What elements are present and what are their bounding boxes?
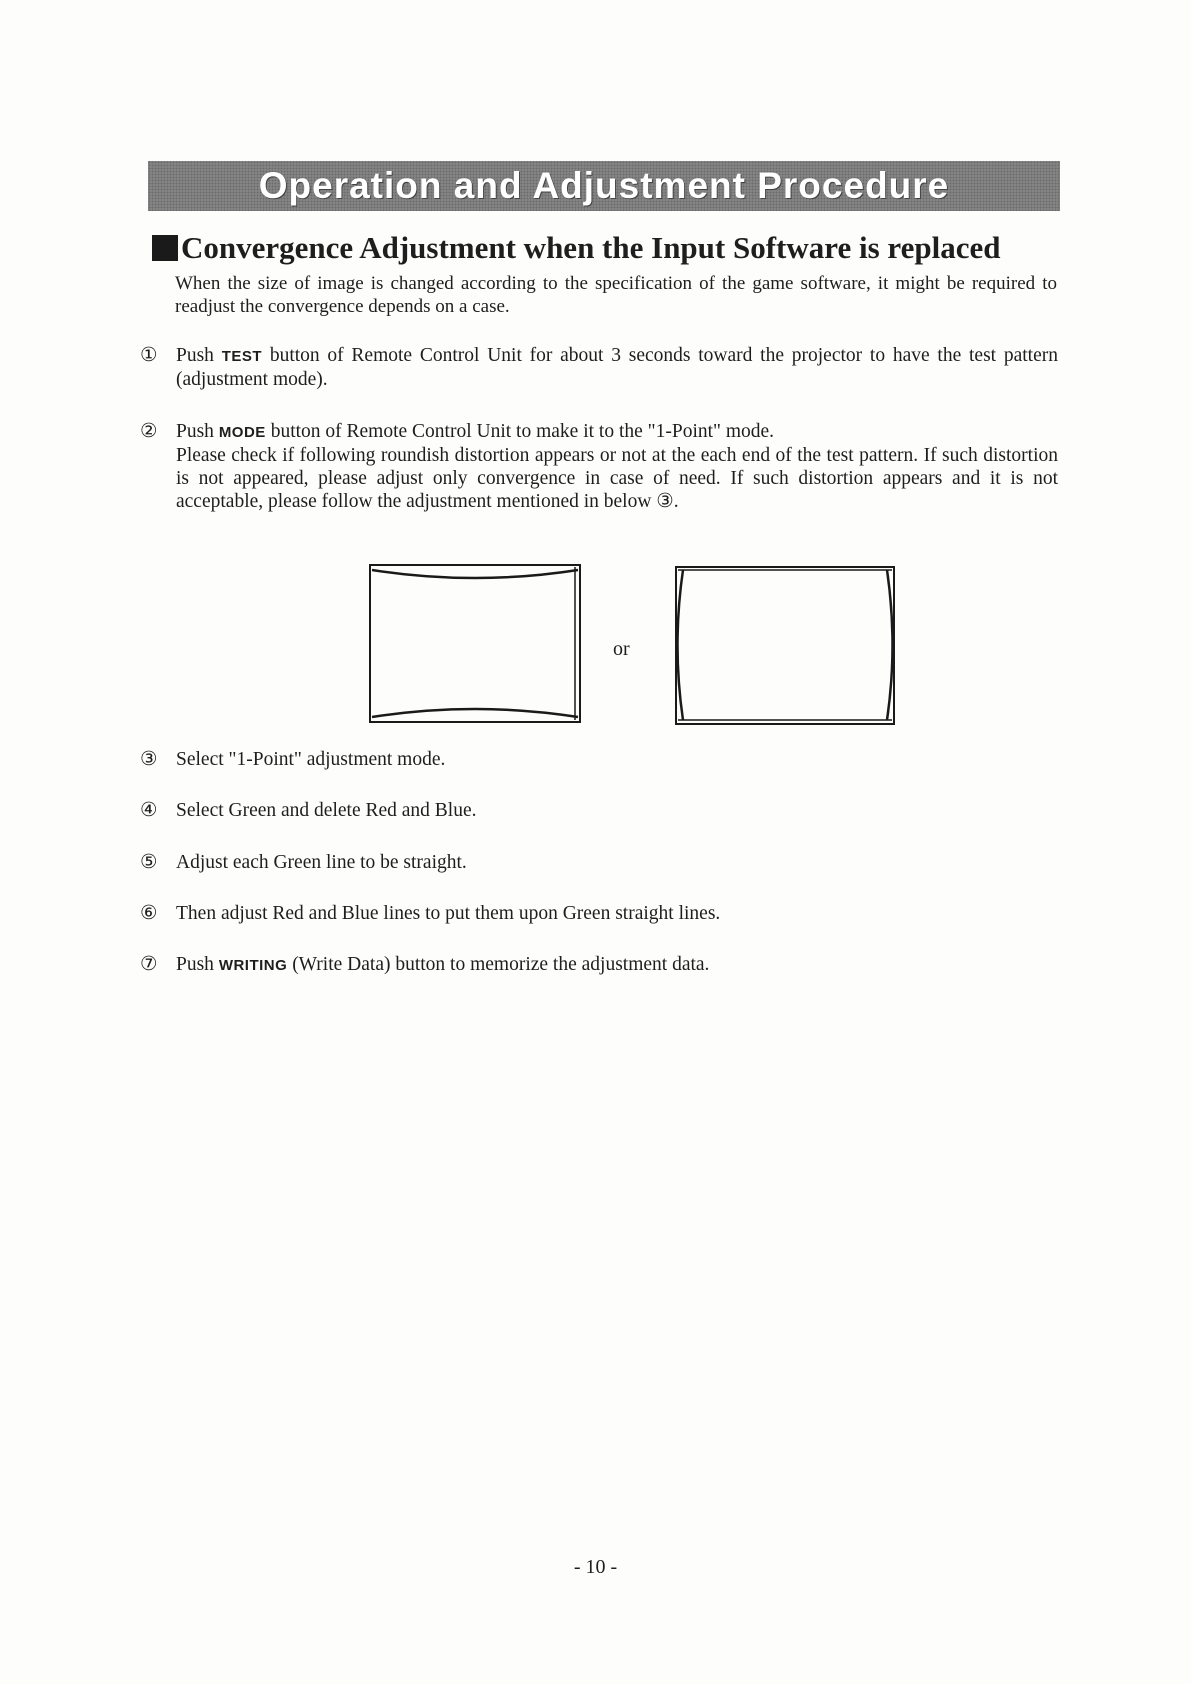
step-2-note: Please check if following roundish distortion appears or not at the each end of the test pattern. If such distortion is not appeared, please adjust only convergence in case of need. If such distortion appears and it is not acceptable, please follow the adjustment mentioned in below ③. [176, 445, 1058, 512]
step-7 [140, 953, 1058, 977]
step-text: Select "1-Point" adjustment mode. [176, 749, 446, 770]
step-text: Push TEST button of Remote Control Unit for about 3 seconds toward the projector to have the test pattern (adjustment mode). [176, 345, 1058, 390]
or-label: or [613, 638, 630, 660]
step-5 [140, 851, 1058, 874]
step-number: ④ [140, 800, 158, 821]
distortion-shape-left [370, 565, 580, 722]
step-6 [140, 902, 1058, 925]
step-text: Push MODE button of Remote Control Unit to make it to the "1-Point" mode. [176, 421, 775, 442]
step-text: Adjust each Green line to be straight. [176, 852, 467, 873]
step-3 [140, 748, 1058, 771]
step-text: Select Green and delete Red and Blue. [176, 800, 477, 821]
step-number: ⑥ [140, 903, 158, 924]
page-number: - 10 - [573, 1556, 618, 1578]
distortion-shape-right [676, 567, 894, 724]
step-number: ② [140, 421, 158, 442]
step-number: ③ [140, 749, 158, 770]
writing-key-label: WRITING [218, 957, 288, 974]
intro-paragraph: When the size of image is changed according to the specification of the game software, it might be required to readjust the convergence depends on a case. [175, 273, 1057, 317]
step-number: ① [140, 345, 158, 366]
mode-key-label: MODE [218, 424, 266, 441]
test-key-label: TEST [221, 348, 263, 365]
step-4 [140, 799, 1058, 822]
step-number: ⑦ [140, 954, 158, 975]
banner-title: Operation and Adjustment Procedure [258, 165, 950, 206]
section-title: Convergence Adjustment when the Input Software is replaced [181, 230, 1001, 265]
step-number: ⑤ [140, 852, 158, 873]
step-text: Push WRITING (Write Data) button to memorize the adjustment data. [176, 954, 710, 975]
step-text: Then adjust Red and Blue lines to put them upon Green straight lines. [176, 903, 721, 924]
